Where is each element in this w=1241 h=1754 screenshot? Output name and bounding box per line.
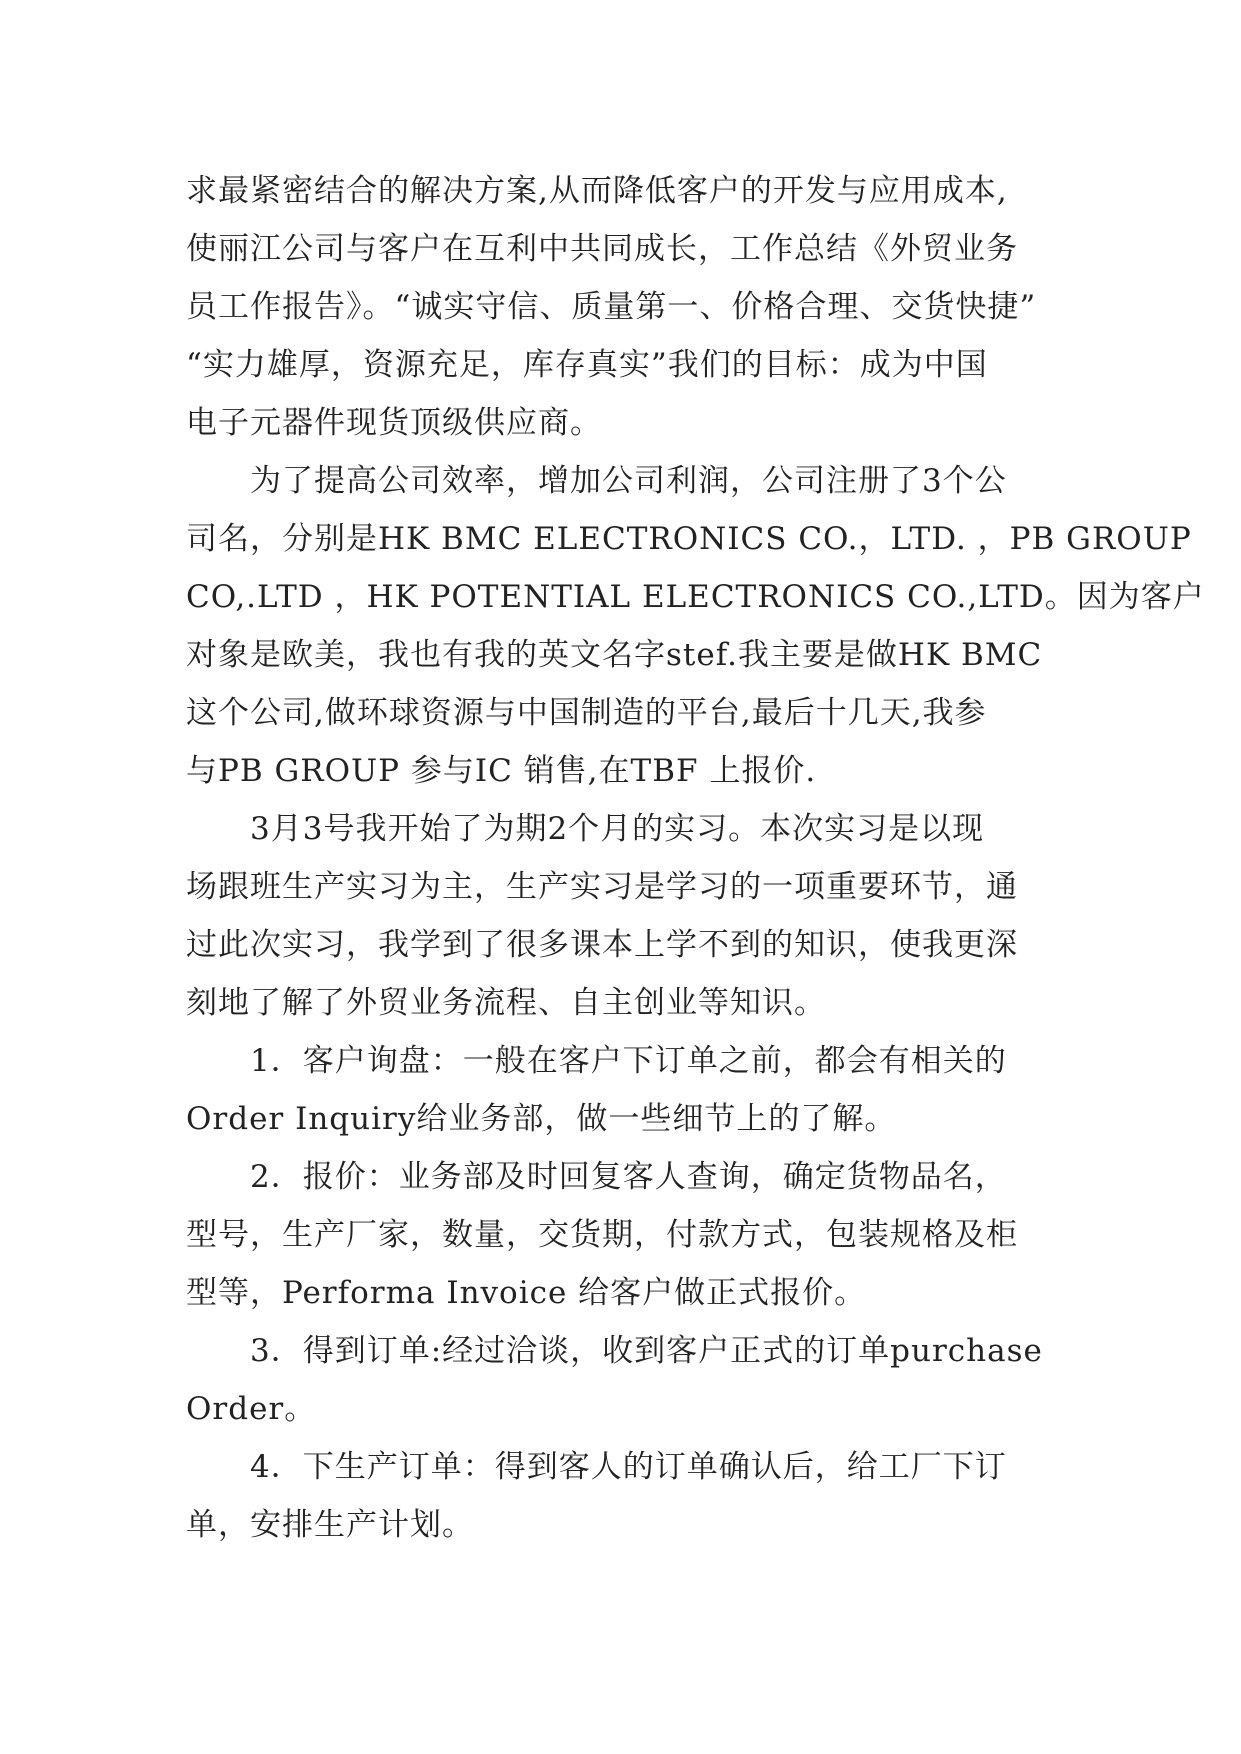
paragraph-first-line: 3月3号我开始了为期2个月的实习。本次实习是以现 xyxy=(250,811,985,847)
text-line: 场跟班生产实习为主，生产实习是学习的一项重要环节，通 xyxy=(186,869,1018,905)
text-line: 员工作报告》。“诚实守信、质量第一、价格合理、交货快捷” xyxy=(186,289,1037,325)
text-line: 对象是欧美，我也有我的英文名字stef.我主要是做HK BMC xyxy=(186,637,1043,673)
text-line: “实力雄厚，资源充足，库存真实”我们的目标：成为中国 xyxy=(186,347,988,383)
numbered-item-line: 4．下生产订单：得到客人的订单确认后，给工厂下订 xyxy=(250,1449,1007,1485)
text-line: 型等，Performa Invoice 给客户做正式报价。 xyxy=(186,1275,867,1311)
text-line: 单，安排生产计划。 xyxy=(186,1507,474,1543)
text-line: 司名，分别是HK BMC ELECTRONICS CO.，LTD. ，PB GROUP xyxy=(186,521,1192,557)
text-line: 使丽江公司与客户在互利中共同成长，工作总结《外贸业务 xyxy=(186,231,1018,267)
text-line: 型号，生产厂家，数量，交货期，付款方式，包装规格及柜 xyxy=(186,1217,1018,1253)
numbered-item-line: 1．客户询盘：一般在客户下订单之前，都会有相关的 xyxy=(250,1043,1007,1079)
text-line: 求最紧密结合的解决方案,从而降低客户的开发与应用成本, xyxy=(186,173,1008,209)
text-line: 过此次实习，我学到了很多课本上学不到的知识，使我更深 xyxy=(186,927,1018,963)
paragraph-first-line: 为了提高公司效率，增加公司利润，公司注册了3个公 xyxy=(250,463,1007,499)
numbered-item-line: 3．得到订单:经过洽谈，收到客户正式的订单purchase xyxy=(250,1333,1043,1369)
text-line: 这个公司,做环球资源与中国制造的平台,最后十几天,我参 xyxy=(186,695,987,731)
text-line: 刻地了解了外贸业务流程、自主创业等知识。 xyxy=(186,985,826,1021)
text-line: Order Inquiry给业务部，做一些细节上的了解。 xyxy=(186,1101,897,1137)
text-line: Order。 xyxy=(186,1391,317,1427)
numbered-item-line: 2．报价：业务部及时回复客人查询，确定货物品名， xyxy=(250,1159,1007,1195)
text-line: 电子元器件现货顶级供应商。 xyxy=(186,405,602,441)
text-line: CO,.LTD ，HK POTENTIAL ELECTRONICS CO.,LTD。因为客户 xyxy=(186,579,1205,615)
document-body xyxy=(186,162,1205,1554)
text-line: 与PB GROUP 参与IC 销售,在TBF 上报价. xyxy=(186,753,817,789)
